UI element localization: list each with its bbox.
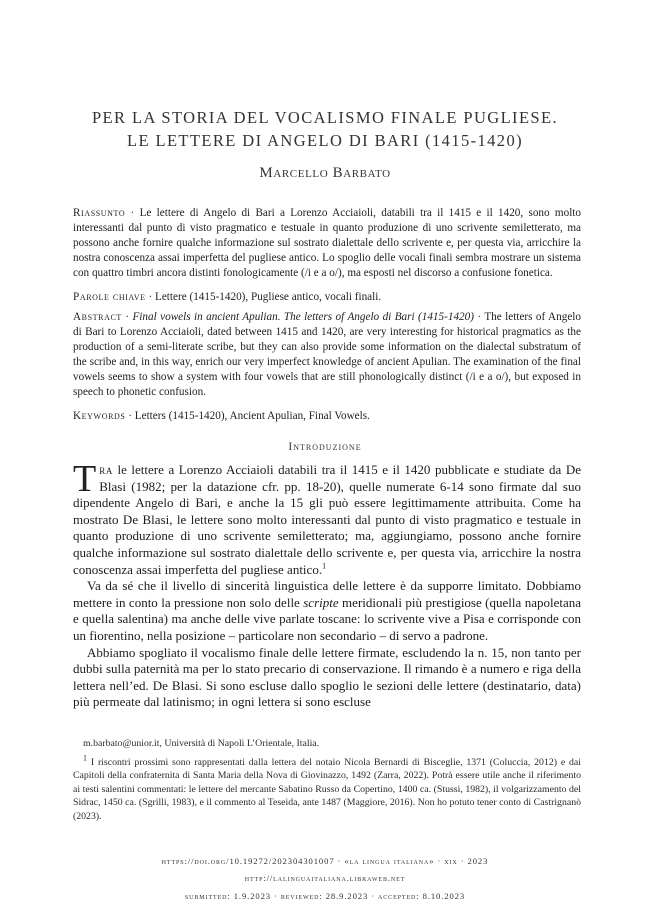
body-paragraph-3: Abbiamo spogliato il vocalismo finale delle lettere firmate, escludendo la n. 15, non tanto per dubbi sulla paternità ma per lo stato precario di conservazione. Il rimando è a numero e riga della lettera nell’ed. De Blasi. Si sono escluse dallo spoglio le sezioni delle lettere (destinatario, data) più permeate dal latinismo; in ogni lettera si sono escluse	[73, 644, 581, 710]
riassunto-block	[73, 206, 581, 281]
abstract-english-title: Final vowels in ancient Apulian. The letters of Angelo di Bari (1415-1420)	[132, 311, 474, 323]
footnote-1-text: I riscontri prossimi sono rappresentati dalla lettera del notaio Nicola Bernardi di Bisceglie, 1371 (Coluccia, 2012) e dai Capitoli della confraternita di Santa Maria della Nova di Giovinazzo, 1492 (Zarra, 2022). Potrà essere utile anche il riferimento ai testi salentini commentati: le lettere del mercante Sabatino Russo da Copertino, 1400 ca. (Stussi, 1982), il volgarizzamento del Sidrac, 1450 ca. (Sgrilli, 1983), e il commento al Teseida, ante 1487 (Maggiore, 2016). Non ho potuto tener conto di Castrignanò (2023).	[73, 756, 582, 822]
footer-dates-line: submitted: 1.9.2023 · reviewed: 28.9.2023 · accepted: 8.10.2023	[184, 891, 466, 901]
parole-chiave-separator: ·	[145, 291, 155, 303]
footnote-ref-1[interactable]: 1	[322, 561, 327, 571]
abstract-label: Abstract	[73, 311, 122, 323]
keywords-text: Letters (1415-1420), Ancient Apulian, Final Vowels.	[134, 410, 370, 422]
section-heading: Introduzione	[288, 441, 362, 453]
parole-chiave-text: Lettere (1415-1420), Pugliese antico, vocali finali.	[155, 291, 382, 303]
article-title-line-2: LE LETTERE DI ANGELO DI BARI (1415-1420)	[126, 131, 524, 150]
footnote-1-number: 1	[83, 753, 87, 763]
footer-doi-line: https://doi.org/10.19272/202304301007 · «la lingua italiana» · xix · 2023	[161, 856, 489, 866]
parole-chiave-label: Parole chiave	[73, 291, 146, 303]
author-name: Marcello Barbato	[259, 165, 391, 181]
article-title-line-1: PER LA STORIA DEL VOCALISMO FINALE PUGLIESE.	[91, 108, 559, 127]
body-paragraph-2	[73, 578, 581, 644]
body-paragraph-1	[73, 458, 581, 578]
riassunto-separator: ·	[125, 207, 140, 219]
parole-chiave-block	[73, 290, 581, 305]
drop-cap-continuation: ra	[99, 462, 113, 477]
body-paragraph-2-text-a: Va da sé che il livello di sincerità linguistica delle lettere è da supporre limitato. Dobbiamo mettere in conto la pressione non solo delle	[73, 578, 581, 610]
abstract-separator-2: ·	[473, 311, 485, 323]
keywords-separator: ·	[125, 410, 135, 422]
riassunto-text: Le lettere di Angelo di Bari a Lorenzo Acciaioli, databili tra il 1415 e il 1420, sono molto interessanti dal punto di visto pragmatico e testuale in quanto produzione di uno scrivente semiletterato, ma possono anche fornire qualche informazione sul sostrato dialettale dello scrivente e, per questa via, arricchire la nostra conoscenza assai imperfetta del pugliese antico. Lo spoglio delle vocali finali sembra mostrare un sistema con quattro timbri ancora distinti fonologicamente (/i e a o/), ma esposti nel discorso a confusione fonetica.	[73, 207, 582, 279]
keywords-block	[73, 409, 581, 424]
abstract-text: The letters of Angelo di Bari to Lorenzo Acciaioli, dated between 1415 and 1420, are very interesting for historical pragmatics as the production of a semi-literate scribe, but they can also provide some information on the dialectal substratum of the scribe and, in this way, enrich our very imperfect knowledge of ancient Apulian. The examination of the final vowels seems to show a system with four vowels that are still phonologically distinct (/i e a o/), but exposed in speech to phonetic confusion.	[73, 311, 581, 398]
abstract-block	[73, 310, 581, 400]
drop-cap: T	[73, 458, 97, 500]
footnotes	[73, 737, 581, 824]
body-paragraph-2-italic: scripte	[303, 594, 339, 610]
body-paragraph-1-text: le lettere a Lorenzo Acciaioli databili tra il 1415 e il 1420 pubblicate e studiate da De Blasi (1982; per la datazione cfr. pp. 18-20), quelle numerate 6-14 sono firmate dal suo dipendente Angelo di Bari, e anche la 15 gli può essere legittimamente attribuita. Come ha mostrato De Blasi, le lettere sono molto interessanti dal punto di visto pragmatico e testuale in quanto produzione di uno scrivente semiletterato; ma, aggiungiamo, possono anche fornire qualche informazione sul sostrato dialettale dello scrivente e, per questa via, arricchire la nostra conoscenza assai imperfetta del pugliese antico.	[73, 462, 581, 577]
footnote-1	[73, 753, 582, 824]
riassunto-label: Riassunto	[73, 207, 126, 219]
author-email: m.barbato@unior.it, Università di Napoli L’Orientale, Italia.	[83, 738, 320, 749]
body-text	[73, 458, 581, 711]
author-email-note	[83, 737, 581, 751]
keywords-label: Keywords	[73, 410, 126, 422]
body-paragraph-2-text-b: meridionali più prestigiose (quella napoletana e quella salentina) ma anche delle vive parlate toscane: lo scrivente vive a Pisa e corrisponde con un fiorentino, nella posizione – particolare non secondario – di servo a padrone.	[73, 594, 581, 643]
footer-url-line: http://lalinguaitaliana.libraweb.net	[244, 873, 406, 883]
abstract-separator: ·	[121, 311, 133, 323]
